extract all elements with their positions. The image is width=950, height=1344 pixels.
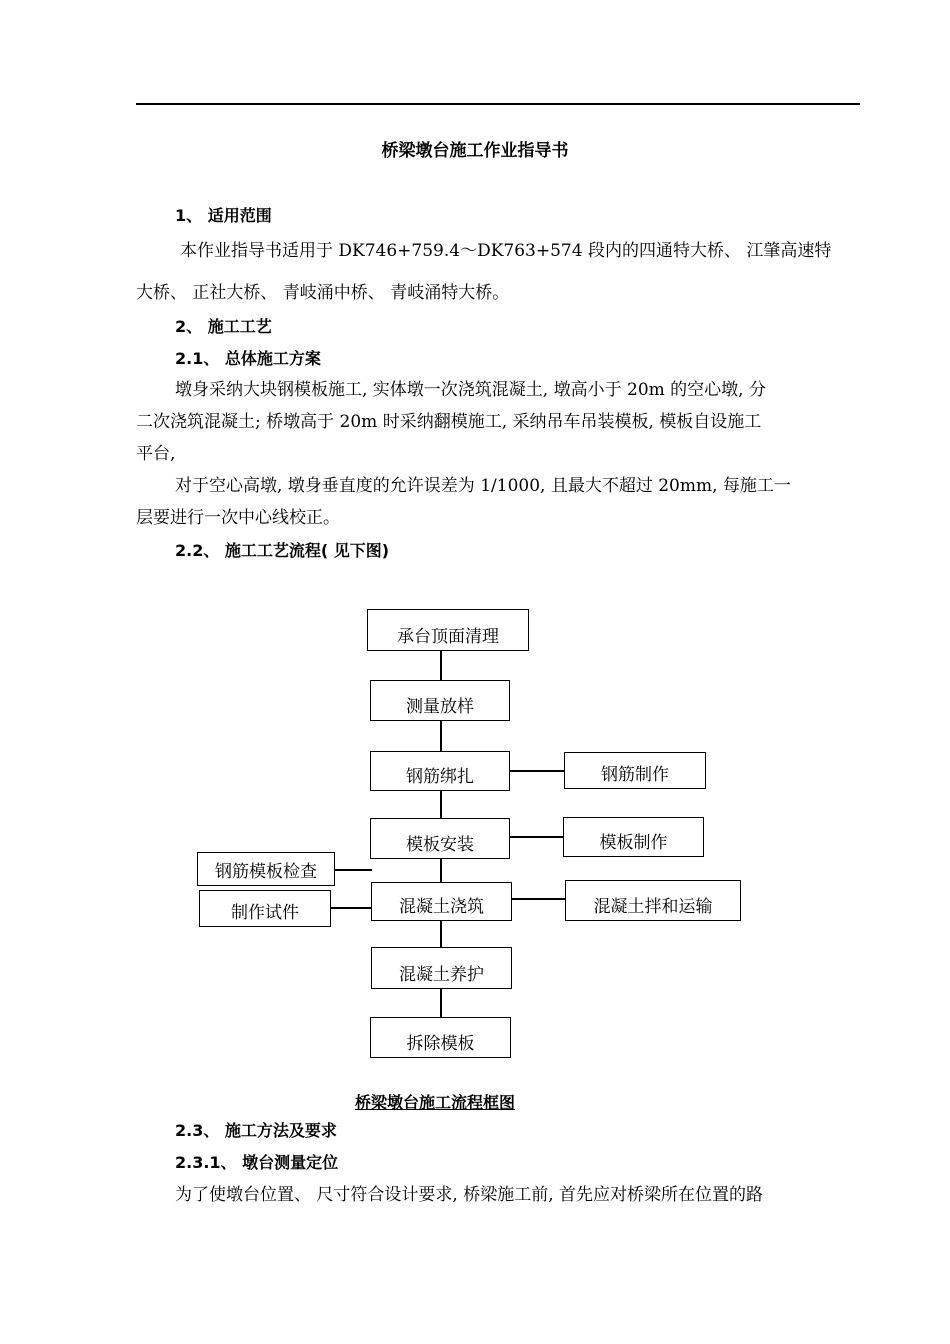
connector xyxy=(440,858,442,884)
flow-box-formwork-fabrication: 模板制作 xyxy=(563,817,704,857)
flow-box-survey-layout: 测量放样 xyxy=(370,680,510,721)
paragraph-line: 为了使墩台位置、 尺寸符合设计要求, 桥梁施工前, 首先应对桥梁所在位置的路 xyxy=(175,1185,764,1205)
connector xyxy=(512,898,566,900)
section-2-3-1-heading: 2.3.1、 墩台测量定位 xyxy=(175,1153,339,1172)
document-title: 桥梁墩台施工作业指导书 xyxy=(381,141,569,161)
paragraph-line: 大桥、 正社大桥、 青岐涌中桥、 青岐涌特大桥。 xyxy=(136,283,510,303)
connector xyxy=(510,770,566,772)
connector xyxy=(440,720,442,752)
flow-box-platform-cleaning: 承台顶面清理 xyxy=(367,609,529,651)
flow-box-rebar-fabrication: 钢筋制作 xyxy=(564,752,706,789)
connector xyxy=(440,988,442,1018)
connector xyxy=(440,650,442,682)
section-2-2-heading: 2.2、 施工工艺流程( 见下图) xyxy=(175,541,390,560)
paragraph-line: 墩身采纳大块钢模板施工, 实体墩一次浇筑混凝土, 墩高小于 20m 的空心墩, 分 xyxy=(175,380,766,400)
paragraph-line: 层要进行一次中心线校正。 xyxy=(136,508,340,528)
connector xyxy=(334,869,372,871)
flow-box-formwork-removal: 拆除模板 xyxy=(370,1017,511,1058)
section-2-1-heading: 2.1、 总体施工方案 xyxy=(175,349,321,368)
flow-box-formwork-install: 模板安装 xyxy=(370,818,510,859)
header-rule xyxy=(136,103,860,105)
flow-box-concrete-mixing-transport: 混凝土拌和运输 xyxy=(565,880,741,921)
connector xyxy=(510,836,564,838)
paragraph-line: 对于空心高墩, 墩身垂直度的允许误差为 1/1000, 且最大不超过 20mm, 每施工一 xyxy=(175,476,791,496)
flow-box-concrete-pouring: 混凝土浇筑 xyxy=(371,882,512,921)
section-2-heading: 2、 施工工艺 xyxy=(175,317,272,336)
flowchart-caption: 桥梁墩台施工流程框图 xyxy=(354,1093,515,1112)
connector xyxy=(440,920,442,948)
flow-box-concrete-curing: 混凝土养护 xyxy=(371,947,512,989)
section-2-3-heading: 2.3、 施工方法及要求 xyxy=(175,1121,337,1140)
connector xyxy=(330,907,372,909)
paragraph-line: 二次浇筑混凝土; 桥墩高于 20m 时采纳翻模施工, 采纳吊车吊装模板, 模板自设施工 xyxy=(136,412,762,432)
paragraph-line: 本作业指导书适用于 DK746+759.4～DK763+574 段内的四通特大桥、 江肇高速特 xyxy=(180,241,832,261)
flow-box-rebar-formwork-inspection: 钢筋模板检查 xyxy=(197,852,335,886)
connector xyxy=(440,790,442,820)
section-1-heading: 1、 适用范围 xyxy=(175,206,272,225)
flow-box-rebar-binding: 钢筋绑扎 xyxy=(370,751,510,791)
paragraph-line: 平台, xyxy=(136,444,176,464)
flow-box-test-specimens: 制作试件 xyxy=(199,890,331,927)
